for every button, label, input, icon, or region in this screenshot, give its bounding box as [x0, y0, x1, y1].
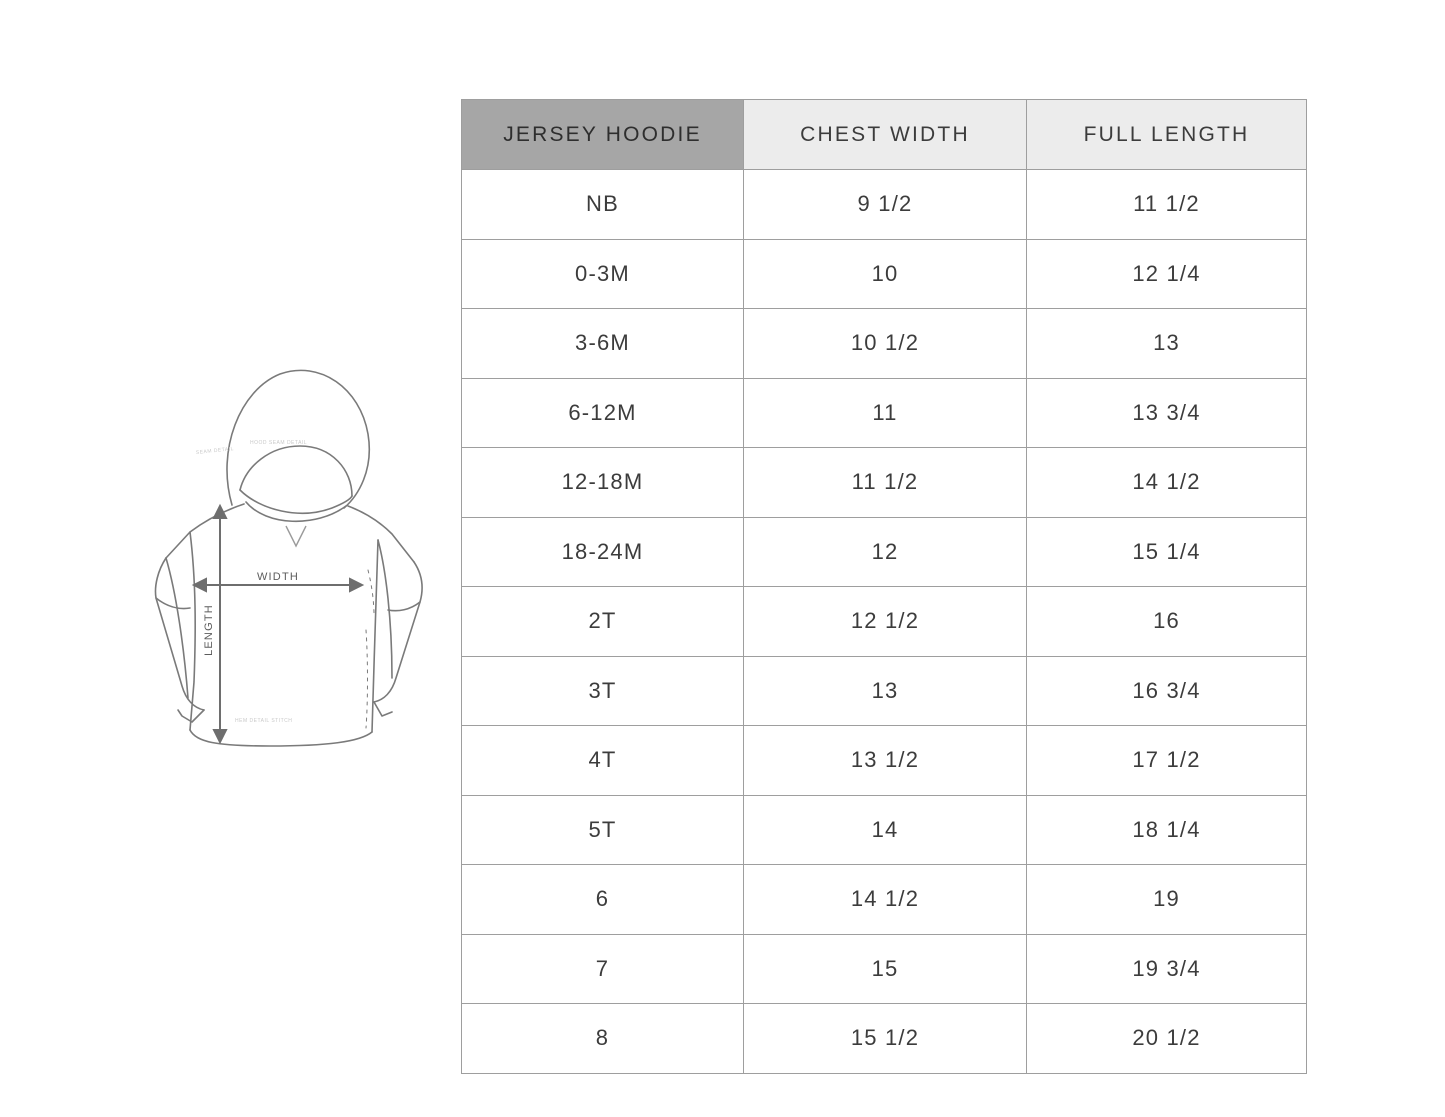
table-row	[462, 795, 1307, 865]
cell-full-length: 16 3/4	[1027, 656, 1307, 726]
table-row	[462, 934, 1307, 1004]
cell-full-length: 13 3/4	[1027, 378, 1307, 448]
cell-chest-width: 12 1/2	[744, 587, 1027, 657]
cell-full-length: 19 3/4	[1027, 934, 1307, 1004]
cell-size: 0-3M	[462, 239, 744, 309]
cell-full-length: 11 1/2	[1027, 170, 1307, 240]
cell-size: 4T	[462, 726, 744, 796]
table-row	[462, 1004, 1307, 1074]
cell-size: 6	[462, 865, 744, 935]
length-arrow	[214, 506, 226, 742]
cell-size: NB	[462, 170, 744, 240]
table-row	[462, 726, 1307, 796]
cell-size: 2T	[462, 587, 744, 657]
size-chart	[461, 99, 1306, 1074]
cell-full-length: 14 1/2	[1027, 448, 1307, 518]
cell-chest-width: 12	[744, 517, 1027, 587]
cell-size: 6-12M	[462, 378, 744, 448]
column-header-full-length: FULL LENGTH	[1027, 100, 1307, 170]
cell-chest-width: 10 1/2	[744, 309, 1027, 379]
cell-full-length: 20 1/2	[1027, 1004, 1307, 1074]
cell-chest-width: 9 1/2	[744, 170, 1027, 240]
table-header-row	[462, 100, 1307, 170]
cell-size: 18-24M	[462, 517, 744, 587]
cell-chest-width: 10	[744, 239, 1027, 309]
table-row	[462, 517, 1307, 587]
cell-chest-width: 15	[744, 934, 1027, 1004]
svg-text:SEAM DETAIL: SEAM DETAIL	[195, 446, 235, 456]
cell-chest-width: 14 1/2	[744, 865, 1027, 935]
cell-chest-width: 11	[744, 378, 1027, 448]
size-table	[461, 99, 1307, 1074]
width-label: WIDTH	[256, 571, 300, 583]
cell-full-length: 18 1/4	[1027, 795, 1307, 865]
table-row	[462, 378, 1307, 448]
cell-size: 7	[462, 934, 744, 1004]
cell-size: 5T	[462, 795, 744, 865]
cell-chest-width: 11 1/2	[744, 448, 1027, 518]
cell-full-length: 17 1/2	[1027, 726, 1307, 796]
cell-size: 8	[462, 1004, 744, 1074]
svg-text:HOOD SEAM DETAIL: HOOD SEAM DETAIL	[250, 440, 308, 446]
table-body	[462, 170, 1307, 1074]
cell-full-length: 15 1/4	[1027, 517, 1307, 587]
cell-size: 3T	[462, 656, 744, 726]
table-row	[462, 448, 1307, 518]
table-header	[462, 100, 1307, 170]
table-row	[462, 656, 1307, 726]
svg-text:HEM DETAIL STITCH: HEM DETAIL STITCH	[235, 718, 293, 724]
cell-full-length: 16	[1027, 587, 1307, 657]
cell-size: 3-6M	[462, 309, 744, 379]
table-row	[462, 309, 1307, 379]
table-row	[462, 170, 1307, 240]
cell-full-length: 12 1/4	[1027, 239, 1307, 309]
cell-full-length: 13	[1027, 309, 1307, 379]
column-header-chest-width: CHEST WIDTH	[744, 100, 1027, 170]
table-row	[462, 587, 1307, 657]
cell-chest-width: 15 1/2	[744, 1004, 1027, 1074]
column-header-product: JERSEY HOODIE	[462, 100, 744, 170]
cell-chest-width: 14	[744, 795, 1027, 865]
table-row	[462, 865, 1307, 935]
cell-size: 12-18M	[462, 448, 744, 518]
cell-full-length: 19	[1027, 865, 1307, 935]
garment-diagram	[120, 330, 450, 780]
table-row	[462, 239, 1307, 309]
cell-chest-width: 13 1/2	[744, 726, 1027, 796]
length-label: LENGTH	[203, 604, 215, 656]
cell-chest-width: 13	[744, 656, 1027, 726]
